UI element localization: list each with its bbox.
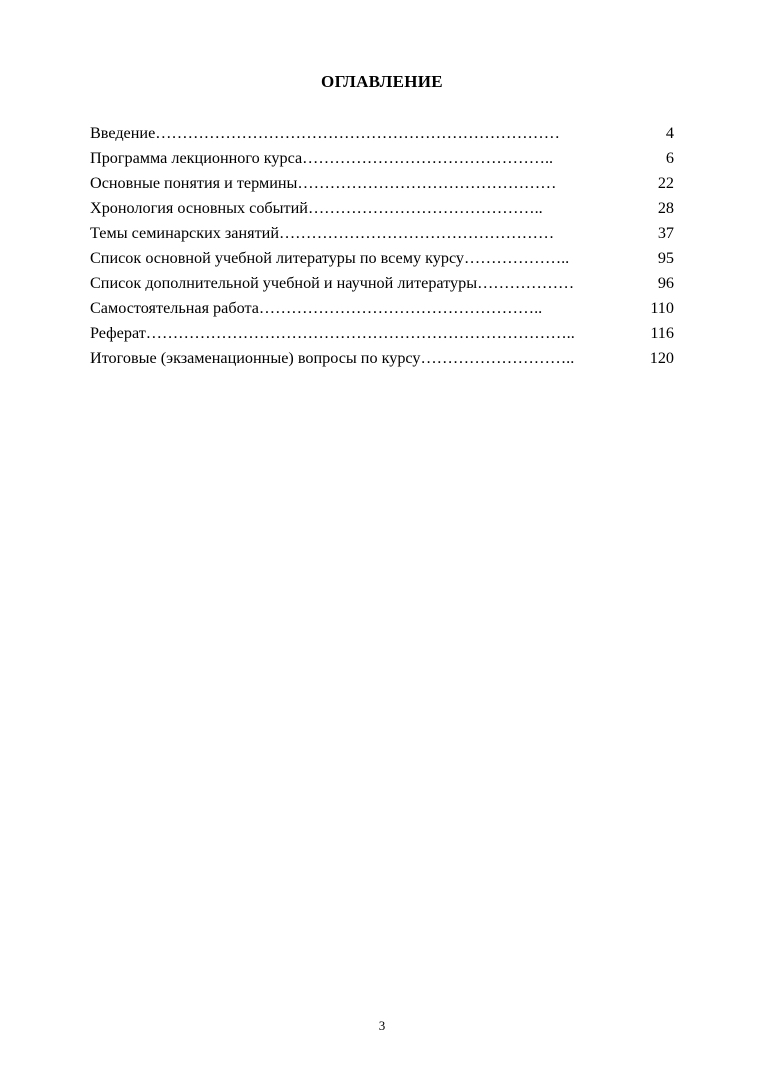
toc-entry-page: 4: [665, 124, 674, 142]
toc-entry-essay: [90, 321, 674, 346]
toc-entry-page: 120: [649, 349, 674, 367]
toc-entry-chronology: [90, 196, 674, 221]
toc-entry-title: Реферат……………………………………………………………………..: [90, 324, 575, 342]
toc-entry-independent-work: [90, 296, 674, 321]
toc-entry-title: Хронология основных событий……………………………………..: [90, 199, 543, 217]
toc-entry-main-literature: [90, 246, 674, 271]
toc-entry-page: 22: [657, 174, 674, 192]
toc-entry-title: Программа лекционного курса………………………………………..: [90, 149, 554, 167]
toc-entry-additional-literature: [90, 271, 674, 296]
toc-entry-page: 95: [657, 249, 674, 267]
toc-entry-title: Список основной учебной литературы по всему курсу………………..: [90, 249, 570, 267]
toc-entry-page: 37: [657, 224, 674, 242]
toc-entry-title: Введение…………………………………………………………………: [90, 124, 560, 142]
toc-entry-title: Темы семинарских занятий……………………………………………: [90, 224, 555, 242]
toc-entry-title: Список дополнительной учебной и научной литературы………………: [90, 274, 575, 292]
toc-entry-title: Основные понятия и термины…………………………………………: [90, 174, 557, 192]
toc-entry-page: 116: [650, 324, 674, 342]
page-number: 3: [378, 1018, 386, 1033]
page-title: ОГЛАВЛЕНИЕ: [321, 72, 443, 91]
toc-entry-page: 110: [650, 299, 674, 317]
toc-entry-title: Итоговые (экзаменационные) вопросы по курсу………………………..: [90, 349, 575, 367]
toc-entry-page: 6: [665, 149, 674, 167]
toc-entry-page: 96: [657, 274, 674, 292]
toc-entry-lecture-program: [90, 146, 674, 171]
table-of-contents: [90, 121, 674, 371]
toc-entry-introduction: [90, 121, 674, 146]
toc-entry-page: 28: [657, 199, 674, 217]
toc-entry-final-questions: [90, 346, 674, 371]
toc-entry-basic-terms: [90, 171, 674, 196]
toc-entry-seminar-topics: [90, 221, 674, 246]
toc-entry-title: Самостоятельная работа……………………………………………..: [90, 299, 543, 317]
